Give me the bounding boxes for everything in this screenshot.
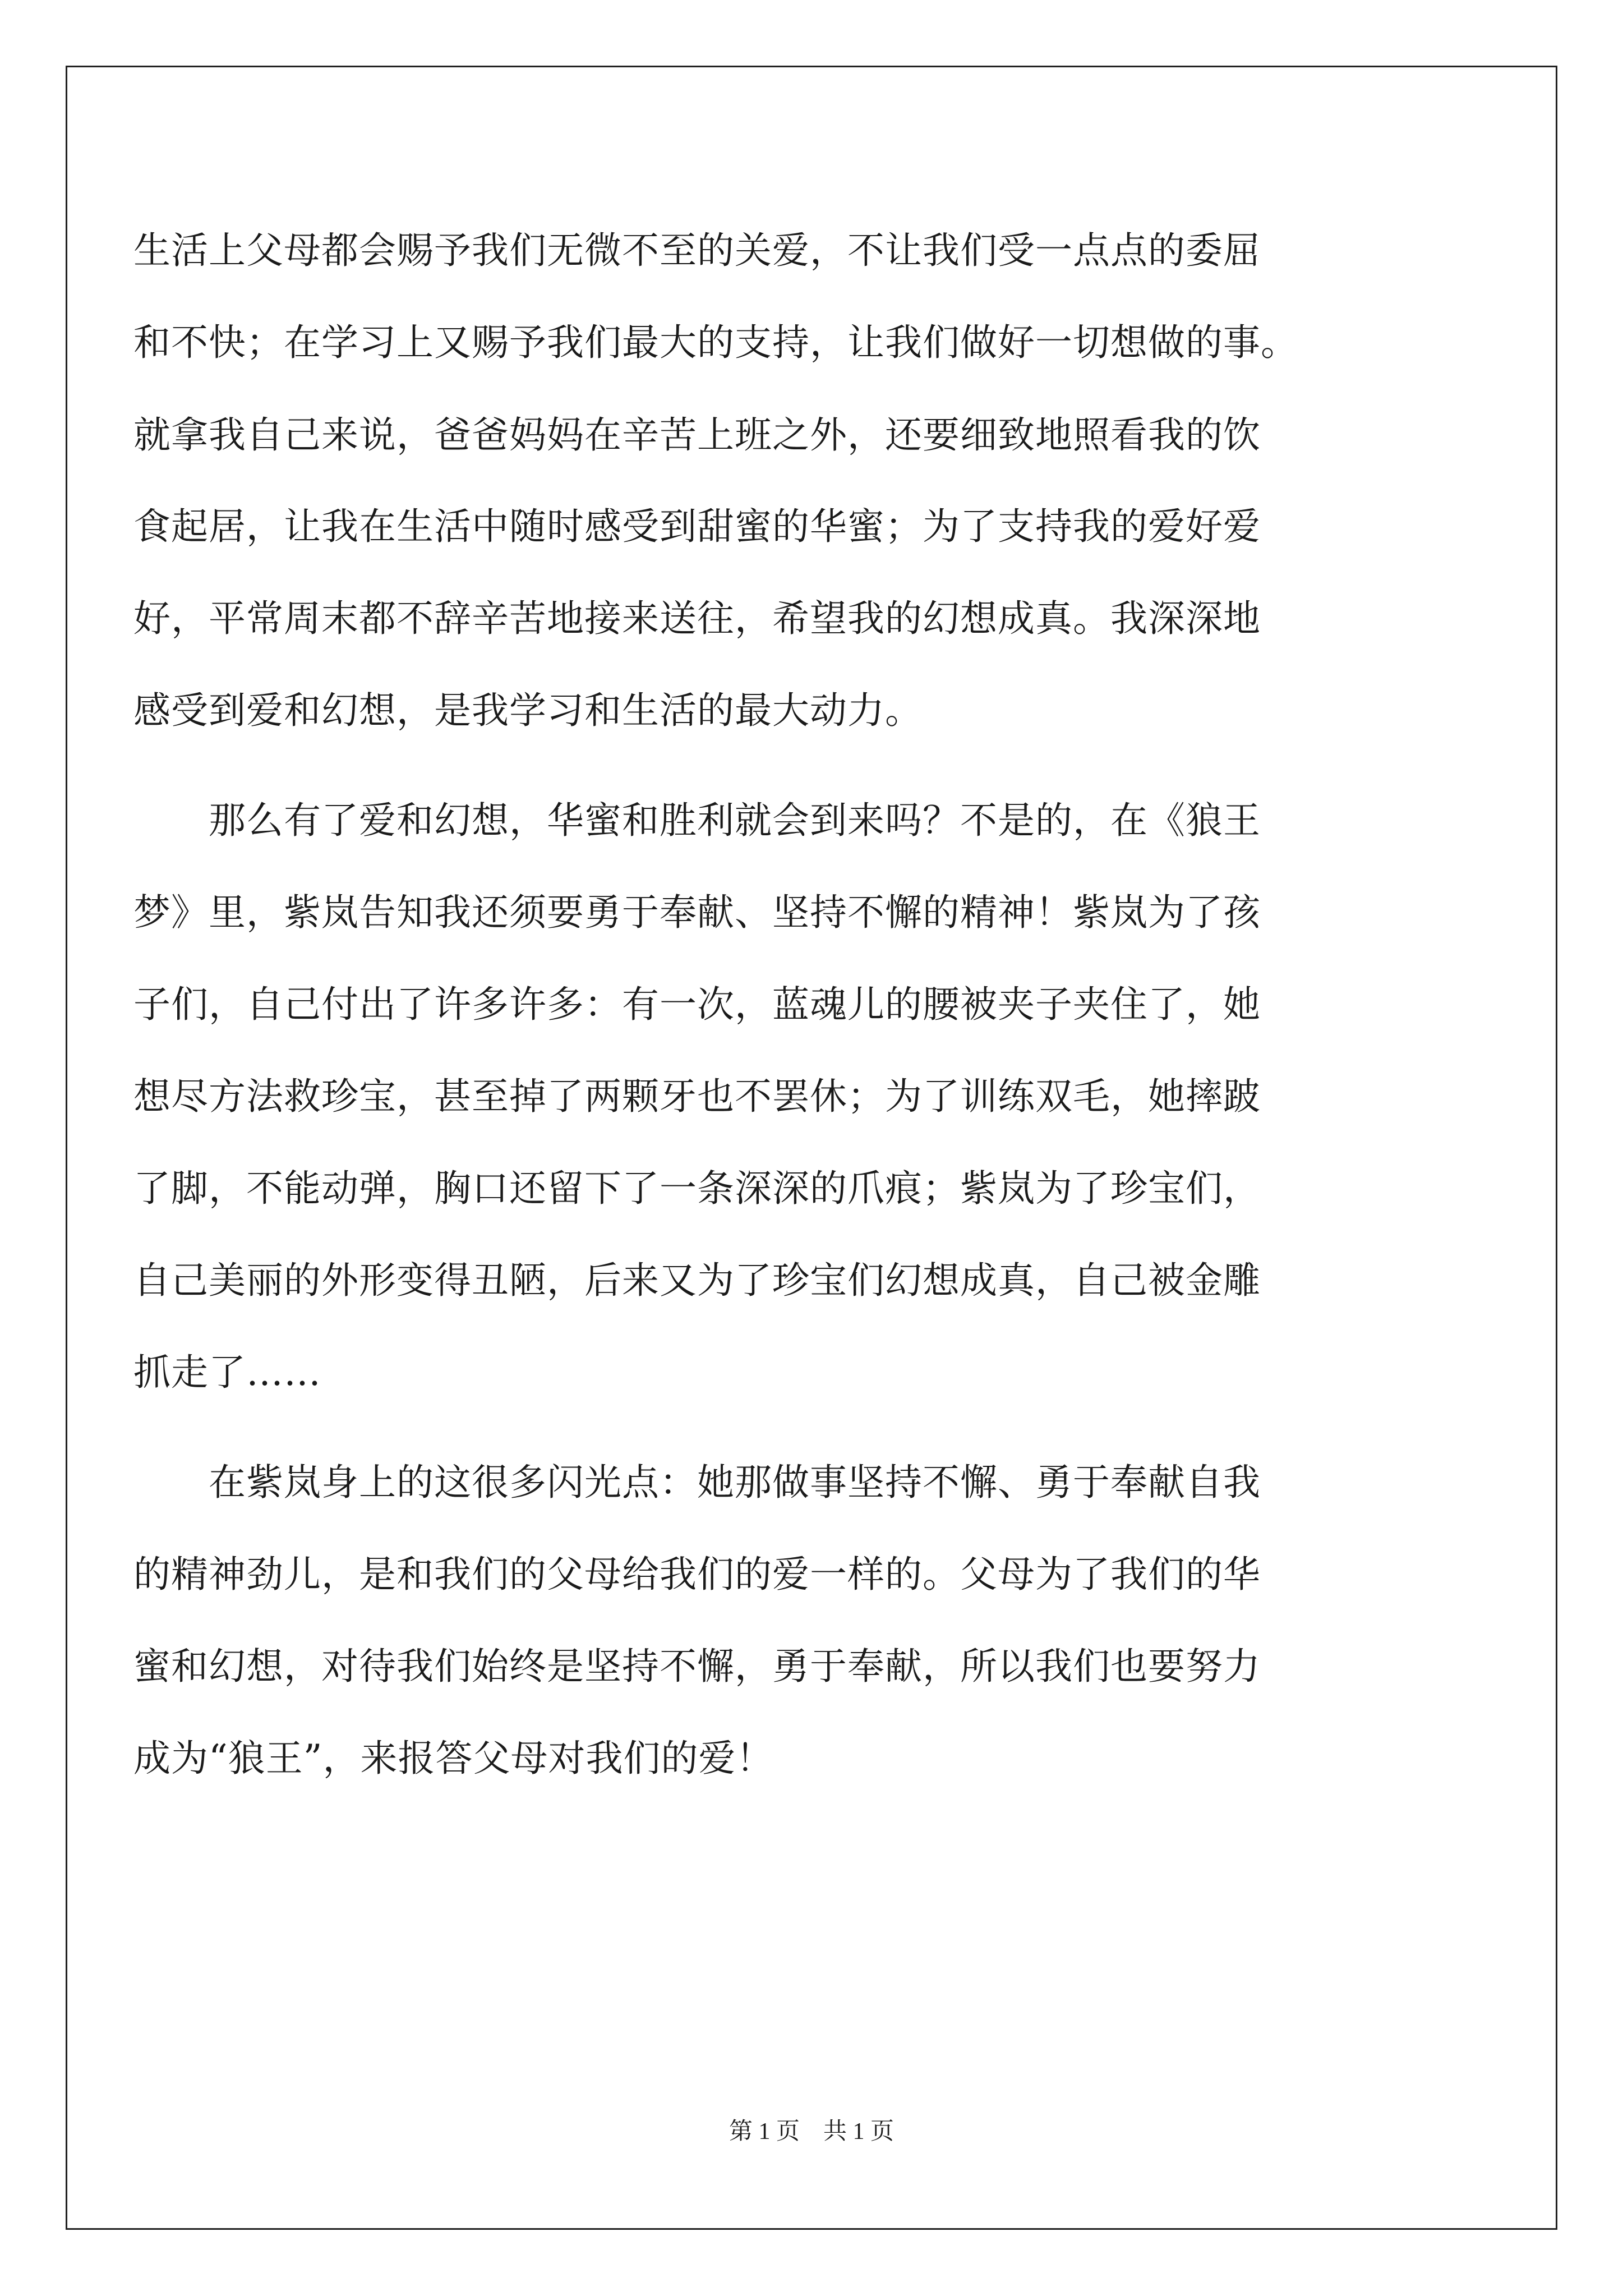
text-line: 的精神劲儿，是和我们的父母给我们的爱一样的。父母为了我们的华 <box>133 1553 1261 1596</box>
text-line: 自己美丽的外形变得丑陋，后来又为了珍宝们幻想成真，自己被金雕 <box>133 1259 1261 1302</box>
text-line: 梦》里，紫岚告知我还须要勇于奉献、坚持不懈的精神！紫岚为了孩 <box>133 891 1261 934</box>
text-line: 就拿我自己来说，爸爸妈妈在辛苦上班之外，还要细致地照看我的饮 <box>133 413 1261 457</box>
text-line: 想尽方法救珍宝，甚至掉了两颗牙也不罢休；为了训练双毛，她摔跛 <box>133 1075 1261 1118</box>
text-line: 好，平常周末都不辞辛苦地接来送往，希望我的幻想成真。我深深地 <box>133 597 1261 640</box>
text-line: 子们，自己付出了许多许多：有一次，蓝魂儿的腰被夹子夹住了，她 <box>133 983 1261 1026</box>
text-line: 和不快；在学习上又赐予我们最大的支持，让我们做好一切想做的事。 <box>133 321 1298 364</box>
text-line: 抓走了…… <box>133 1351 321 1394</box>
text-line: 那么有了爱和幻想，华蜜和胜利就会到来吗？不是的，在《狼王 <box>133 799 1261 842</box>
text-line: 感受到爱和幻想，是我学习和生活的最大动力。 <box>133 689 923 732</box>
text-line: 了脚，不能动弹，胸口还留下了一条深深的爪痕；紫岚为了珍宝们， <box>133 1167 1261 1210</box>
text-line: 成为“狼王”，来报答父母对我们的爱！ <box>133 1737 774 1780</box>
text-line: 在紫岚身上的这很多闪光点：她那做事坚持不懈、勇于奉献自我 <box>133 1461 1261 1504</box>
text-line: 蜜和幻想，对待我们始终是坚持不懈，勇于奉献，所以我们也要努力 <box>133 1645 1261 1688</box>
page-number-footer: 第 1 页 共 1 页 <box>728 2119 894 2145</box>
page-border <box>66 66 1557 2230</box>
text-line: 食起居，让我在生活中随时感受到甜蜜的华蜜；为了支持我的爱好爱 <box>133 505 1261 548</box>
text-line: 生活上父母都会赐予我们无微不至的关爱，不让我们受一点点的委屈 <box>133 229 1261 272</box>
